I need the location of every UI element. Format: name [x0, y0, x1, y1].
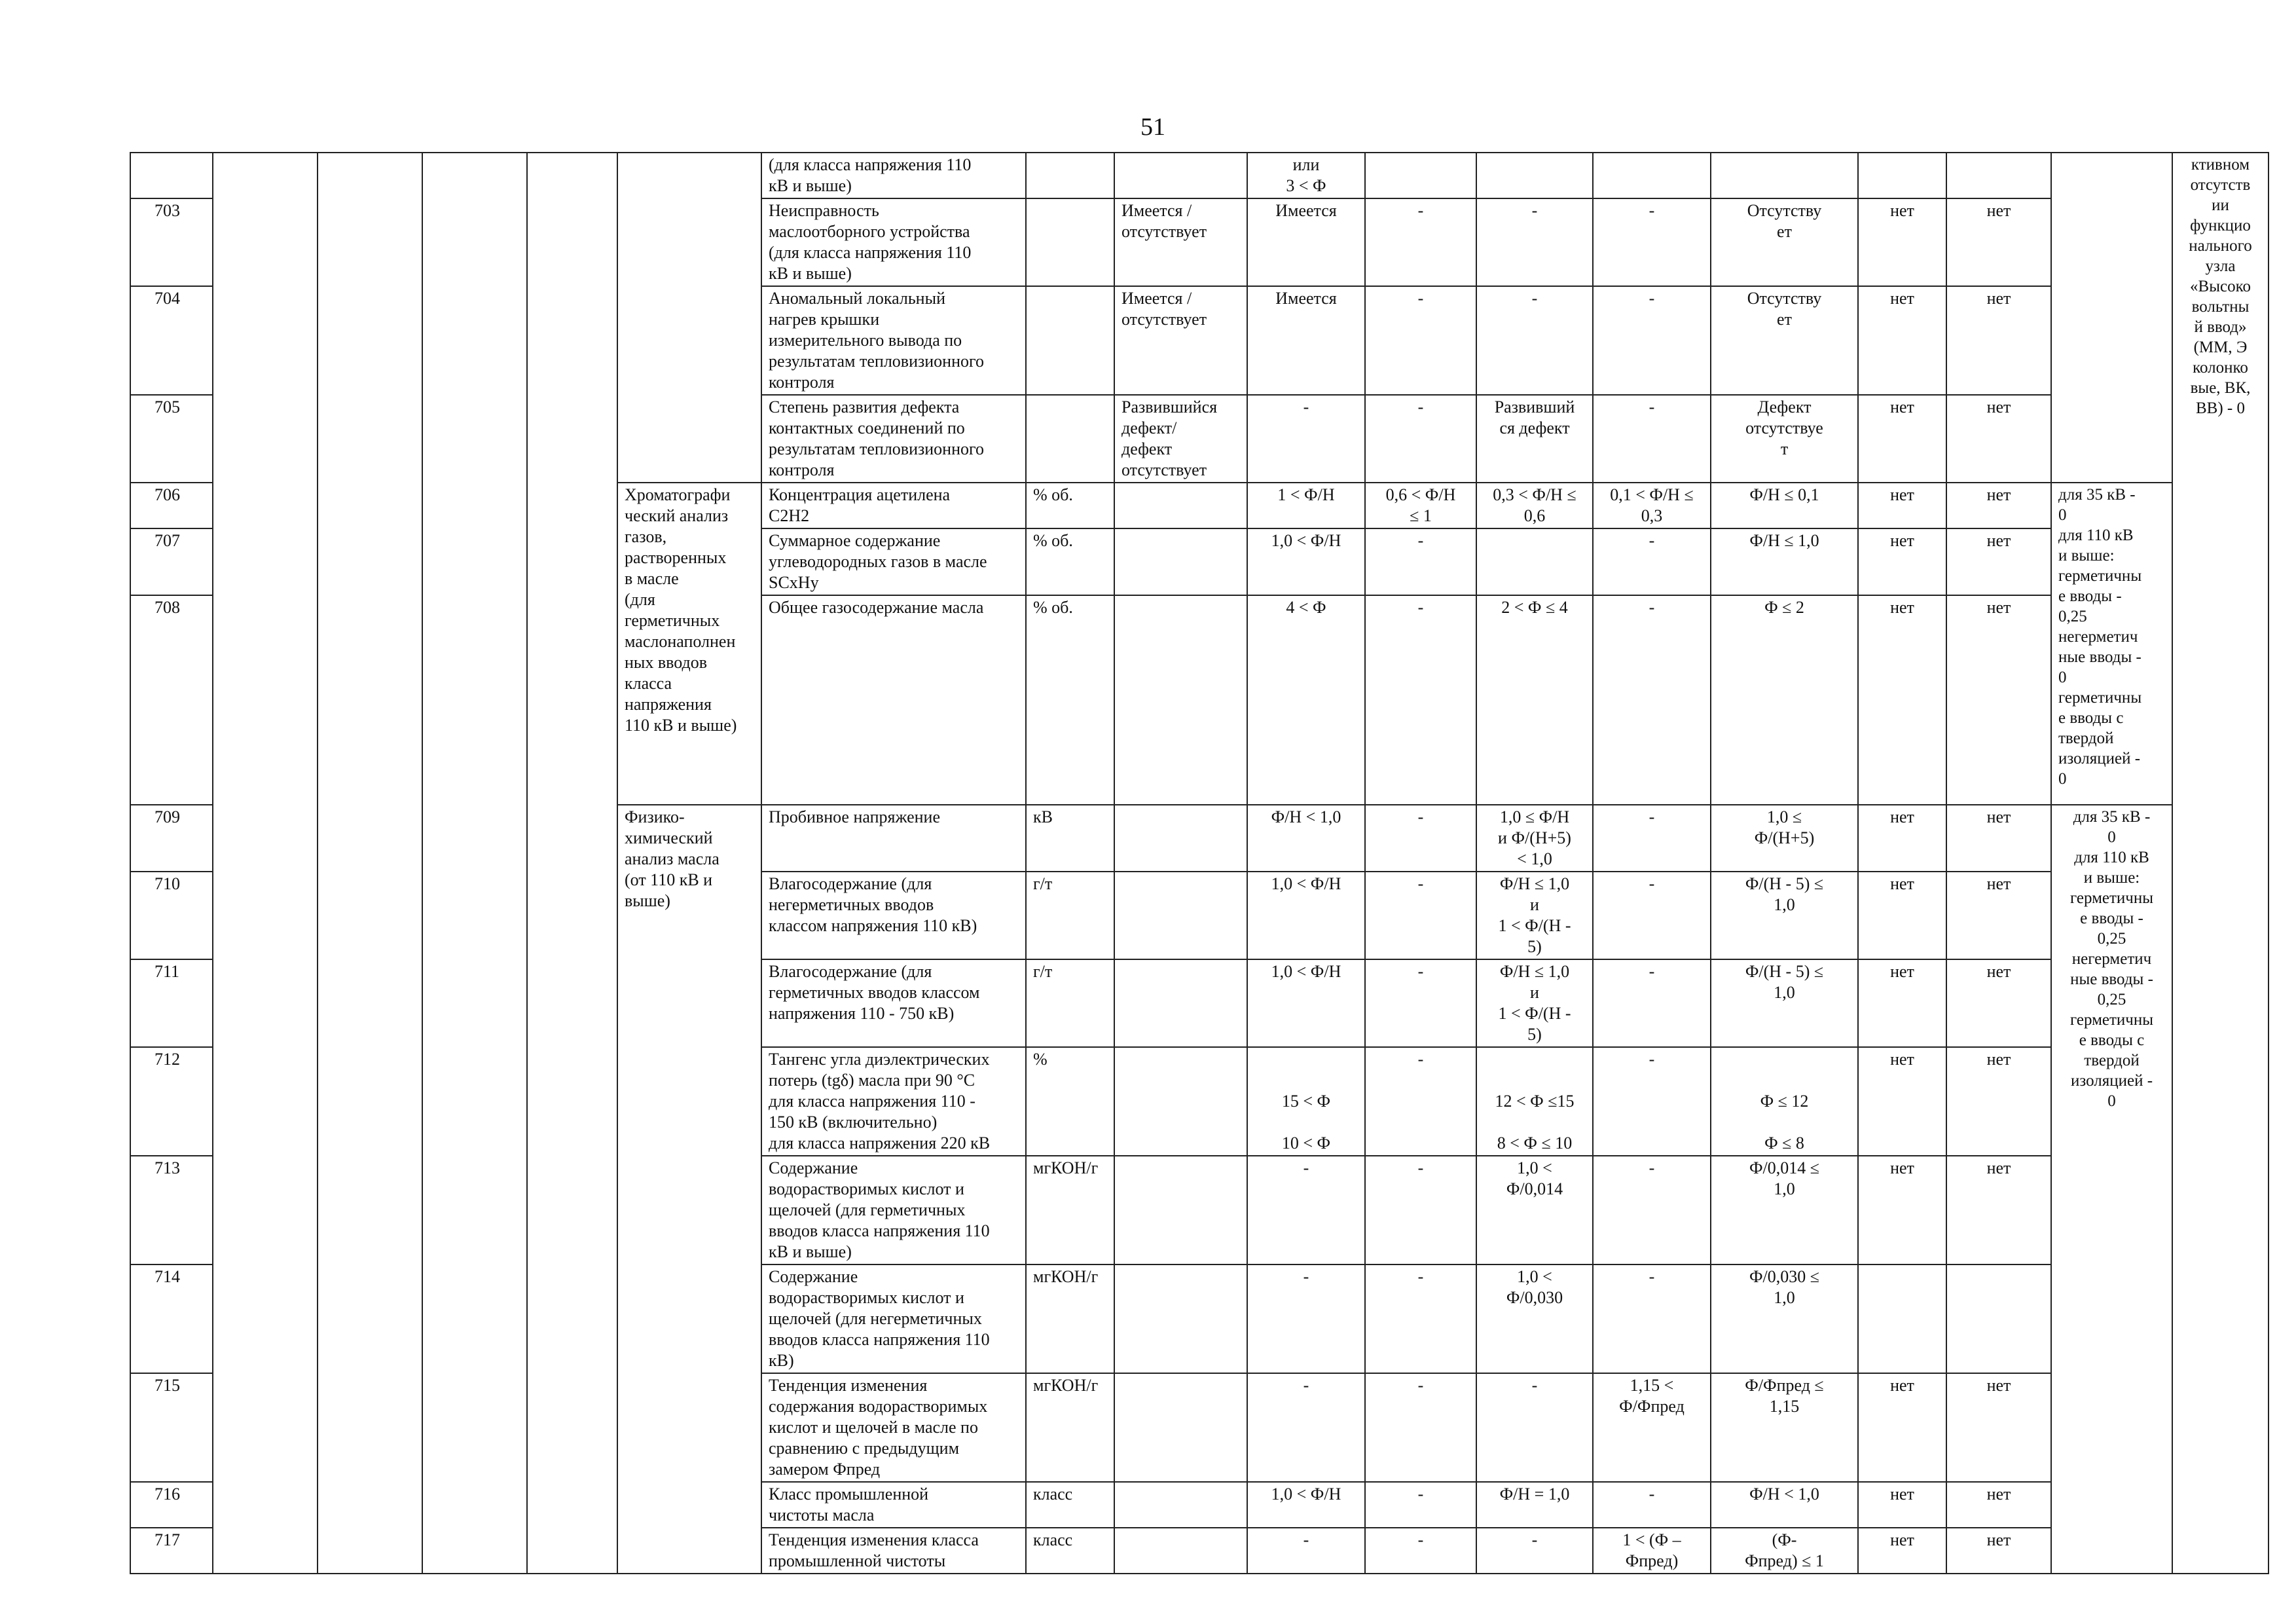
coefficient-cell: нет: [1858, 483, 1946, 528]
value-cell: 0,6 < Ф/Н ≤ 1: [1365, 483, 1476, 528]
parameter-cell: Неисправность маслоотборного устройства (для класса напряжения 110 кВ и выше): [761, 198, 1026, 286]
value-cell: 1,0 < Ф/0,030: [1476, 1264, 1593, 1373]
value-cell: Ф ≤ 12 Ф ≤ 8: [1711, 1047, 1858, 1156]
value-cell: Ф/0,014 ≤ 1,0: [1711, 1156, 1858, 1264]
empty-column-cell: [422, 153, 527, 1574]
unit-cell: г/т: [1026, 872, 1114, 959]
value-cell: 12 < Ф ≤15 8 < Ф ≤ 10: [1476, 1047, 1593, 1156]
value-cell: -: [1593, 198, 1711, 286]
row-number-cell: 710: [130, 872, 213, 959]
scale-cell: [1114, 1482, 1247, 1528]
scale-cell: [1114, 1156, 1247, 1264]
row-number-cell: 705: [130, 395, 213, 483]
table-row: [130, 153, 2269, 198]
scale-cell: Развившийся дефект/ дефект отсутствует: [1114, 395, 1247, 483]
value-cell: -: [1365, 1264, 1476, 1373]
unit-cell: класс: [1026, 1482, 1114, 1528]
criteria-table: [130, 152, 2269, 1574]
coefficient-cell: нет: [1858, 286, 1946, 395]
coefficient-cell: нет: [1858, 595, 1946, 805]
parameter-cell: Тенденция изменения содержания водорастворимых кислот и щелочей в масле по сравнению с предыдущим замером Фпред: [761, 1373, 1026, 1482]
row-number-cell: 715: [130, 1373, 213, 1482]
coefficient-cell: [1946, 153, 2051, 198]
parameter-cell: Пробивное напряжение: [761, 805, 1026, 872]
value-cell: -: [1593, 872, 1711, 959]
empty-column-cell: [318, 153, 422, 1574]
parameter-cell: Суммарное содержание углеводородных газов в масле SCxHy: [761, 528, 1026, 595]
coefficient-cell: нет: [1946, 805, 2051, 872]
unit-cell: класс: [1026, 1528, 1114, 1574]
unit-cell: кВ: [1026, 805, 1114, 872]
row-number-cell: 711: [130, 959, 213, 1047]
scale-cell: [1114, 595, 1247, 805]
value-cell: Отсутству ет: [1711, 198, 1858, 286]
row-number-cell: 706: [130, 483, 213, 528]
value-cell: 4 < Ф: [1247, 595, 1365, 805]
value-cell: Ф/(Н - 5) ≤ 1,0: [1711, 872, 1858, 959]
parameter-cell: Содержание водорастворимых кислот и щелочей (для негерметичных вводов класса напряжения 110 кВ): [761, 1264, 1026, 1373]
weight-cell-physchem: для 35 кВ - 0 для 110 кВ и выше: герметичны е вводы - 0,25 негерметич ные вводы - 0,25 герметичны е вводы с твердой изоляцией - 0: [2051, 805, 2172, 1574]
coefficient-cell: нет: [1858, 198, 1946, 286]
coefficient-cell: нет: [1858, 1373, 1946, 1482]
row-number-cell: 714: [130, 1264, 213, 1373]
value-cell: 0,1 < Ф/Н ≤ 0,3: [1593, 483, 1711, 528]
value-cell: -: [1247, 1373, 1365, 1482]
coefficient-cell: нет: [1946, 198, 2051, 286]
value-cell: [1711, 153, 1858, 198]
value-cell: Ф/Н ≤ 1,0 и 1 < Ф/(Н - 5): [1476, 959, 1593, 1047]
scale-cell: [1114, 153, 1247, 198]
value-cell: Ф/Н ≤ 0,1: [1711, 483, 1858, 528]
value-cell: Ф/Н ≤ 1,0: [1711, 528, 1858, 595]
coefficient-cell: [1946, 1264, 2051, 1373]
unit-cell: г/т: [1026, 959, 1114, 1047]
value-cell: -: [1476, 286, 1593, 395]
scale-cell: Имеется / отсутствует: [1114, 198, 1247, 286]
value-cell: 1,0 < Ф/Н: [1247, 528, 1365, 595]
value-cell: -: [1365, 395, 1476, 483]
row-number-cell: [130, 153, 213, 198]
value-cell: -: [1593, 595, 1711, 805]
coefficient-cell: нет: [1946, 286, 2051, 395]
row-number-cell: 717: [130, 1528, 213, 1574]
value-cell: Имеется: [1247, 286, 1365, 395]
value-cell: Ф/Н ≤ 1,0 и 1 < Ф/(Н - 5): [1476, 872, 1593, 959]
unit-cell: мгКОН/г: [1026, 1156, 1114, 1264]
note-cell: ктивном отсутств ии функцио нального узла «Высоко вольтны й ввод» (ММ, Э колонко вые, ВК, ВВ) - 0: [2172, 153, 2269, 1574]
coefficient-cell: нет: [1946, 1156, 2051, 1264]
coefficient-cell: нет: [1946, 1528, 2051, 1574]
value-cell: -: [1365, 1373, 1476, 1482]
row-number-cell: 708: [130, 595, 213, 805]
value-cell: [1593, 153, 1711, 198]
parameter-cell: Влагосодержание (для герметичных вводов классом напряжения 110 - 750 кВ): [761, 959, 1026, 1047]
value-cell: -: [1247, 395, 1365, 483]
row-number-cell: 716: [130, 1482, 213, 1528]
parameter-cell: Концентрация ацетилена C2H2: [761, 483, 1026, 528]
unit-cell: мгКОН/г: [1026, 1264, 1114, 1373]
value-cell: -: [1476, 1373, 1593, 1482]
parameter-cell: Тенденция изменения класса промышленной чистоты: [761, 1528, 1026, 1574]
value-cell: -: [1593, 528, 1711, 595]
coefficient-cell: нет: [1946, 872, 2051, 959]
value-cell: -: [1476, 1528, 1593, 1574]
value-cell: 1,0 < Ф/Н: [1247, 872, 1365, 959]
coefficient-cell: нет: [1946, 1047, 2051, 1156]
value-cell: -: [1365, 1047, 1476, 1156]
unit-cell: [1026, 198, 1114, 286]
value-cell: -: [1365, 1528, 1476, 1574]
value-cell: Ф/Фпред ≤ 1,15: [1711, 1373, 1858, 1482]
scale-cell: [1114, 872, 1247, 959]
coefficient-cell: нет: [1858, 395, 1946, 483]
row-number-cell: 704: [130, 286, 213, 395]
value-cell: -: [1593, 1264, 1711, 1373]
coefficient-cell: нет: [1858, 1047, 1946, 1156]
scale-cell: Имеется / отсутствует: [1114, 286, 1247, 395]
value-cell: 1,0 ≤ Ф/Н и Ф/(Н+5) < 1,0: [1476, 805, 1593, 872]
scale-cell: [1114, 1373, 1247, 1482]
value-cell: -: [1593, 805, 1711, 872]
scale-cell: [1114, 1047, 1247, 1156]
value-cell: Ф/Н < 1,0: [1247, 805, 1365, 872]
coefficient-cell: нет: [1946, 483, 2051, 528]
value-cell: [1365, 153, 1476, 198]
unit-cell: % об.: [1026, 528, 1114, 595]
value-cell: -: [1593, 286, 1711, 395]
value-cell: 1,0 < Ф/0,014: [1476, 1156, 1593, 1264]
value-cell: 1 < Ф/Н: [1247, 483, 1365, 528]
value-cell: Ф/0,030 ≤ 1,0: [1711, 1264, 1858, 1373]
scale-cell: [1114, 528, 1247, 595]
value-cell: -: [1365, 595, 1476, 805]
row-number-cell: 709: [130, 805, 213, 872]
coefficient-cell: нет: [1858, 1482, 1946, 1528]
value-cell: -: [1365, 872, 1476, 959]
value-cell: -: [1365, 1156, 1476, 1264]
value-cell: [1476, 153, 1593, 198]
scale-cell: [1114, 1264, 1247, 1373]
coefficient-cell: нет: [1858, 1528, 1946, 1574]
value-cell: -: [1476, 198, 1593, 286]
coefficient-cell: нет: [1858, 528, 1946, 595]
unit-cell: мгКОН/г: [1026, 1373, 1114, 1482]
empty-column-cell: [213, 153, 318, 1574]
parameter-cell: Тангенс угла диэлектрических потерь (tgδ) масла при 90 °С для класса напряжения 110 - 150 кВ (включительно) для класса напряжения 220 кВ: [761, 1047, 1026, 1156]
coefficient-cell: [1858, 1264, 1946, 1373]
unit-cell: % об.: [1026, 595, 1114, 805]
coefficient-cell: нет: [1946, 1482, 2051, 1528]
group-cell-chromatography: Хроматографи ческий анализ газов, растворенных в масле (для герметичных маслонаполнен ных вводов класса напряжения 110 кВ и выше): [617, 483, 761, 805]
unit-cell: [1026, 395, 1114, 483]
weight-cell: [2051, 153, 2172, 483]
value-cell: Отсутству ет: [1711, 286, 1858, 395]
row-number-cell: 707: [130, 528, 213, 595]
value-cell: или 3 < Ф: [1247, 153, 1365, 198]
parameter-cell: (для класса напряжения 110 кВ и выше): [761, 153, 1026, 198]
value-cell: 2 < Ф ≤ 4: [1476, 595, 1593, 805]
value-cell: 1,0 < Ф/Н: [1247, 959, 1365, 1047]
parameter-cell: Содержание водорастворимых кислот и щелочей (для герметичных вводов класса напряжения 110 кВ и выше): [761, 1156, 1026, 1264]
value-cell: 1,15 < Ф/Фпред: [1593, 1373, 1711, 1482]
coefficient-cell: нет: [1858, 805, 1946, 872]
value-cell: -: [1365, 1482, 1476, 1528]
group-cell: [617, 153, 761, 483]
value-cell: -: [1247, 1156, 1365, 1264]
value-cell: -: [1593, 959, 1711, 1047]
unit-cell: [1026, 153, 1114, 198]
value-cell: -: [1365, 198, 1476, 286]
parameter-cell: Общее газосодержание масла: [761, 595, 1026, 805]
group-cell-physchem: Физико- химический анализ масла (от 110 кВ и выше): [617, 805, 761, 1574]
scale-cell: [1114, 805, 1247, 872]
value-cell: Ф/Н = 1,0: [1476, 1482, 1593, 1528]
weight-cell-chromatography: для 35 кВ - 0 для 110 кВ и выше: герметичны е вводы - 0,25 негерметич ные вводы - 0 герметичны е вводы с твердой изоляцией - 0: [2051, 483, 2172, 805]
row-number-cell: 703: [130, 198, 213, 286]
value-cell: -: [1593, 395, 1711, 483]
row-number-cell: 712: [130, 1047, 213, 1156]
coefficient-cell: нет: [1946, 1373, 2051, 1482]
page-number: 51: [1140, 113, 1165, 141]
value-cell: -: [1365, 286, 1476, 395]
coefficient-cell: нет: [1946, 595, 2051, 805]
value-cell: Дефект отсутствуе т: [1711, 395, 1858, 483]
coefficient-cell: нет: [1946, 395, 2051, 483]
value-cell: -: [1365, 805, 1476, 872]
coefficient-cell: нет: [1946, 528, 2051, 595]
value-cell: -: [1365, 959, 1476, 1047]
scale-cell: [1114, 1528, 1247, 1574]
value-cell: Развивший ся дефект: [1476, 395, 1593, 483]
parameter-cell: Степень развития дефекта контактных соединений по результатам тепловизионного контроля: [761, 395, 1026, 483]
value-cell: 0,3 < Ф/Н ≤ 0,6: [1476, 483, 1593, 528]
row-number-cell: 713: [130, 1156, 213, 1264]
value-cell: -: [1247, 1264, 1365, 1373]
unit-cell: %: [1026, 1047, 1114, 1156]
scale-cell: [1114, 959, 1247, 1047]
parameter-cell: Влагосодержание (для негерметичных вводов классом напряжения 110 кВ): [761, 872, 1026, 959]
value-cell: Ф/(Н - 5) ≤ 1,0: [1711, 959, 1858, 1047]
value-cell: (Ф- Фпред) ≤ 1: [1711, 1528, 1858, 1574]
value-cell: [1476, 528, 1593, 595]
unit-cell: % об.: [1026, 483, 1114, 528]
value-cell: Имеется: [1247, 198, 1365, 286]
coefficient-cell: нет: [1858, 959, 1946, 1047]
coefficient-cell: [1858, 153, 1946, 198]
coefficient-cell: нет: [1858, 872, 1946, 959]
unit-cell: [1026, 286, 1114, 395]
value-cell: Ф ≤ 2: [1711, 595, 1858, 805]
value-cell: Ф/Н < 1,0: [1711, 1482, 1858, 1528]
value-cell: -: [1593, 1047, 1711, 1156]
scale-cell: [1114, 483, 1247, 528]
value-cell: 1 < (Ф – Фпред): [1593, 1528, 1711, 1574]
parameter-cell: Аномальный локальный нагрев крышки измерительного вывода по результатам тепловизионного контроля: [761, 286, 1026, 395]
value-cell: 1,0 < Ф/Н: [1247, 1482, 1365, 1528]
parameter-cell: Класс промышленной чистоты масла: [761, 1482, 1026, 1528]
coefficient-cell: нет: [1946, 959, 2051, 1047]
value-cell: 15 < Ф 10 < Ф: [1247, 1047, 1365, 1156]
value-cell: 1,0 ≤ Ф/(Н+5): [1711, 805, 1858, 872]
value-cell: -: [1593, 1482, 1711, 1528]
empty-column-cell: [527, 153, 617, 1574]
value-cell: -: [1593, 1156, 1711, 1264]
value-cell: -: [1365, 528, 1476, 595]
coefficient-cell: нет: [1858, 1156, 1946, 1264]
value-cell: -: [1247, 1528, 1365, 1574]
